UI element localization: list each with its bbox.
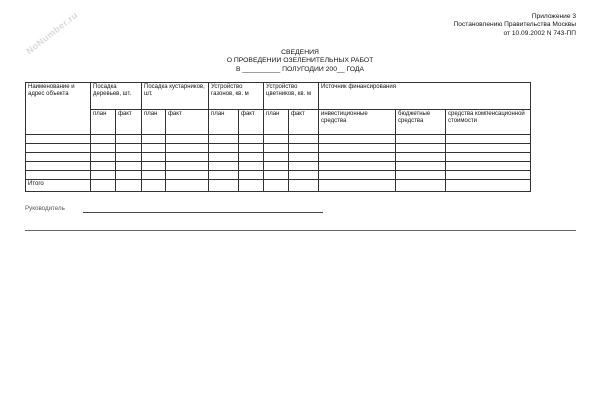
table-row — [26, 144, 531, 153]
title-line-3: В __________ ПОЛУГОДИИ 200__ ГОДА — [235, 65, 365, 73]
subheader-plan: план — [264, 110, 289, 135]
subheader-plan: план — [142, 110, 166, 135]
header-lawns: Устройство газонов, кв. м — [209, 83, 264, 110]
subheader-plan: план — [209, 110, 239, 135]
appendix-line-1: Приложение 3 — [531, 13, 576, 20]
total-row — [26, 180, 531, 192]
table-row — [26, 162, 531, 171]
title-line-1: СВЕДЕНИЯ — [281, 49, 319, 56]
total-label: Итого — [26, 180, 91, 192]
subheader-investment-funds: инвестиционные средства — [319, 110, 396, 135]
subheader-compensation-funds: средства компенсационной стоимости — [446, 110, 531, 135]
subheader-fact: факт — [166, 110, 209, 135]
subheader-fact: факт — [239, 110, 264, 135]
appendix-line-2: Постановлению Правительства Москвы — [453, 21, 576, 29]
table-row — [26, 135, 531, 144]
table-row — [26, 153, 531, 162]
header-trees: Посадка деревьев, шт. — [91, 83, 142, 110]
appendix-line-3: от 10.09.2002 N 743-ПП — [503, 29, 576, 37]
title-line-2: О ПРОВЕДЕНИИ ОЗЕЛЕНИТЕЛЬНЫХ РАБОТ — [226, 57, 374, 65]
subheader-fact: факт — [289, 110, 319, 135]
signature-line — [83, 212, 323, 213]
greening-works-table — [25, 82, 531, 192]
appendix-reference — [454, 13, 576, 38]
table-row — [26, 171, 531, 180]
subheader-fact: факт — [116, 110, 142, 135]
subheader-budget-funds: бюджетные средства — [396, 110, 446, 135]
signature-label: Руководитель — [25, 205, 65, 212]
header-shrubs: Посадка кустарников, шт. — [142, 83, 209, 110]
header-object-name: Наименование и адрес объекта — [26, 83, 91, 135]
header-funding-source: Источник финансирования — [319, 83, 531, 110]
divider — [25, 230, 576, 231]
header-flowerbeds: Устройство цветников, кв. м — [264, 83, 319, 110]
document-title — [0, 49, 600, 74]
subheader-plan: план — [91, 110, 116, 135]
watermark: NoNumber.ru — [24, 9, 80, 57]
